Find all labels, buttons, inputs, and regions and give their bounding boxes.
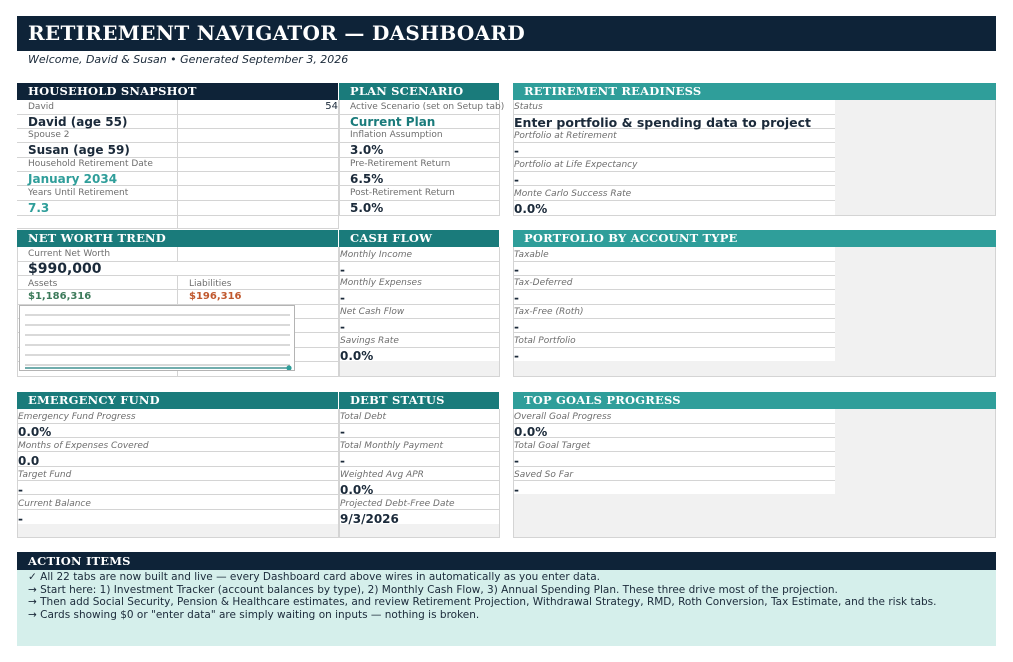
portfolio-at-retirement-value[interactable]: - xyxy=(514,144,519,158)
plan-scenario-header: PLAN SCENARIO xyxy=(339,83,499,100)
total-portfolio-value[interactable]: - xyxy=(514,349,519,363)
monthly-income-label: Monthly Income xyxy=(340,250,413,260)
grid-cell[interactable] xyxy=(835,247,996,262)
grid-cell[interactable] xyxy=(177,128,339,143)
grid-cell[interactable] xyxy=(674,361,836,377)
grid-cell[interactable] xyxy=(17,509,339,525)
saved-so-far-label: Saved So Far xyxy=(514,470,574,480)
total-goal-target-label: Total Goal Target xyxy=(514,441,591,451)
dashboard-title-bar xyxy=(17,16,996,51)
grid-cell[interactable] xyxy=(17,524,178,538)
grid-cell[interactable] xyxy=(513,494,675,510)
current-balance-label: Current Balance xyxy=(18,499,91,509)
total-debt-label: Total Debt xyxy=(340,412,387,422)
savings-rate-label: Savings Rate xyxy=(340,336,399,346)
grid-cell[interactable] xyxy=(513,171,836,186)
grid-cell[interactable] xyxy=(339,451,500,467)
grid-cell[interactable] xyxy=(513,423,836,438)
status-label: Status xyxy=(514,102,543,112)
grid-cell[interactable] xyxy=(835,171,996,186)
portfolio-at-life-expectancy-value[interactable]: - xyxy=(514,173,519,187)
net-worth-sparkline[interactable] xyxy=(19,305,295,371)
months-covered-label: Months of Expenses Covered xyxy=(18,441,149,451)
liabilities-value[interactable]: $196,316 xyxy=(189,291,242,302)
grid-cell[interactable] xyxy=(177,142,339,158)
monthly-payment-value[interactable]: - xyxy=(340,454,345,468)
pre-retirement-return-value[interactable]: 6.5% xyxy=(350,172,384,186)
assets-value[interactable]: $1,186,316 xyxy=(28,291,92,302)
grid-cell[interactable] xyxy=(835,100,996,115)
tax-free-roth-label: Tax-Free (Roth) xyxy=(514,307,584,317)
grid-cell[interactable] xyxy=(835,318,996,333)
target-fund-label: Target Fund xyxy=(18,470,72,480)
pre-retirement-return-label: Pre-Retirement Return xyxy=(350,159,451,169)
grid-cell[interactable] xyxy=(339,289,500,305)
page-title: RETIREMENT NAVIGATOR — DASHBOARD xyxy=(28,21,526,45)
grid-cell[interactable] xyxy=(339,318,500,333)
current-balance-value[interactable]: - xyxy=(18,512,23,526)
retirement-readiness-header: RETIREMENT READINESS xyxy=(513,83,996,100)
liabilities-label: Liabilities xyxy=(189,279,232,289)
grid-cell[interactable] xyxy=(177,215,339,229)
grid-cell[interactable] xyxy=(835,304,996,319)
grid-cell[interactable] xyxy=(513,524,675,538)
sparkline-end-point xyxy=(286,365,291,370)
net-cash-flow-value[interactable]: - xyxy=(340,320,345,334)
grid-cell[interactable] xyxy=(513,100,836,115)
grid-cell[interactable] xyxy=(835,347,996,362)
grid-cell[interactable] xyxy=(835,451,996,467)
person2-label: Spouse 2 xyxy=(28,130,70,140)
monthly-payment-label: Total Monthly Payment xyxy=(340,441,443,451)
debt-free-date-value[interactable]: 9/3/2026 xyxy=(340,512,399,526)
years-until-value[interactable]: 7.3 xyxy=(28,201,50,215)
post-retirement-return-label: Post-Retirement Return xyxy=(350,188,455,198)
grid-cell[interactable] xyxy=(835,437,996,452)
action-item: → Start here: 1) Investment Tracker (account balances by type), 2) Monthly Cash Flow, 3) Annual Spending Plan. These three drive most of the projection. xyxy=(28,583,838,596)
grid-cell[interactable] xyxy=(835,157,996,172)
grid-cell[interactable] xyxy=(513,200,836,216)
household-snapshot-header: HOUSEHOLD SNAPSHOT xyxy=(17,83,338,100)
grid-cell[interactable] xyxy=(835,509,996,525)
grid-cell[interactable] xyxy=(835,361,996,377)
grid-cell[interactable] xyxy=(17,215,178,229)
grid-cell[interactable] xyxy=(513,261,836,276)
portfolio-at-life-expectancy-label: Portfolio at Life Expectancy xyxy=(514,160,638,170)
monthly-expenses-label: Monthly Expenses xyxy=(340,278,422,288)
total-goal-target-value[interactable]: - xyxy=(514,454,519,468)
months-covered-value[interactable]: 0.0 xyxy=(18,454,40,468)
top-goals-header: TOP GOALS PROGRESS xyxy=(513,392,996,409)
grid-cell[interactable] xyxy=(177,200,339,216)
saved-so-far-value[interactable]: - xyxy=(514,483,519,497)
overall-goal-progress-value[interactable]: 0.0% xyxy=(514,425,548,439)
grid-cell[interactable] xyxy=(835,423,996,438)
active-scenario-value[interactable]: Current Plan xyxy=(350,115,436,129)
emergency-progress-value[interactable]: 0.0% xyxy=(18,425,52,439)
grid-cell[interactable] xyxy=(513,509,675,525)
action-item: → Then add Social Security, Pension & Healthcare estimates, and review Retirement Projection, Withdrawal Strategy, RMD, Roth Conversion, Tax Estimate, and the risk tabs. xyxy=(28,596,937,608)
grid-cell[interactable] xyxy=(835,289,996,305)
grid-cell[interactable] xyxy=(17,480,339,495)
years-until-label: Years Until Retirement xyxy=(28,188,129,198)
active-scenario-label: Active Scenario (set on Setup tab) xyxy=(350,102,505,112)
grid-cell[interactable] xyxy=(177,247,339,262)
grid-cell[interactable] xyxy=(177,185,339,201)
tax-deferred-value[interactable]: - xyxy=(514,291,519,305)
grid-cell[interactable] xyxy=(513,318,836,333)
assets-label: Assets xyxy=(28,279,58,289)
grid-cell[interactable] xyxy=(513,361,675,377)
taxable-value[interactable]: - xyxy=(514,263,519,277)
grid-cell[interactable] xyxy=(835,480,996,495)
current-net-worth-label: Current Net Worth xyxy=(28,249,111,259)
welcome-subtitle: Welcome, David & Susan • Generated September 3, 2026 xyxy=(28,53,349,66)
monthly-expenses-value[interactable]: - xyxy=(340,291,345,305)
debt-status-header: DEBT STATUS xyxy=(339,392,499,409)
grid-cell[interactable] xyxy=(674,494,836,510)
action-item: ✓ All 22 tabs are now built and live — every Dashboard card above wires in automatically as you enter data. xyxy=(28,571,600,583)
net-worth-trend-header: NET WORTH TREND xyxy=(17,230,338,247)
person1-value[interactable]: David (age 55) xyxy=(28,115,128,129)
portfolio-by-account-header: PORTFOLIO BY ACCOUNT TYPE xyxy=(513,230,996,247)
overall-goal-progress-label: Overall Goal Progress xyxy=(514,412,612,422)
grid-cell[interactable] xyxy=(674,524,836,538)
grid-cell[interactable] xyxy=(177,114,339,129)
grid-cell[interactable] xyxy=(513,289,836,305)
grid-cell[interactable] xyxy=(835,409,996,424)
grid-cell[interactable] xyxy=(674,509,836,525)
sparkline-svg xyxy=(20,306,294,370)
emergency-fund-header: EMERGENCY FUND xyxy=(17,392,338,409)
grid-cell[interactable] xyxy=(513,247,836,262)
retirement-date-label: Household Retirement Date xyxy=(28,159,153,169)
grid-cell[interactable] xyxy=(835,524,996,538)
grid-cell[interactable] xyxy=(177,524,339,538)
grid-cell[interactable] xyxy=(177,157,339,172)
monte-carlo-value[interactable]: 0.0% xyxy=(514,202,548,216)
monte-carlo-label: Monte Carlo Success Rate xyxy=(514,189,632,199)
total-portfolio-label: Total Portfolio xyxy=(514,336,576,346)
grid-cell[interactable] xyxy=(835,114,996,129)
savings-rate-value[interactable]: 0.0% xyxy=(340,349,374,363)
grid-cell[interactable] xyxy=(835,275,996,290)
grid-cell[interactable] xyxy=(835,185,996,201)
tax-deferred-label: Tax-Deferred xyxy=(514,278,573,288)
grid-cell[interactable] xyxy=(339,361,500,377)
grid-cell[interactable] xyxy=(835,466,996,481)
grid-cell[interactable] xyxy=(339,423,500,438)
inflation-label: Inflation Assumption xyxy=(350,130,443,140)
grid-cell[interactable] xyxy=(339,261,500,276)
grid-cell[interactable] xyxy=(835,332,996,348)
grid-cell[interactable] xyxy=(339,524,500,538)
status-value[interactable]: Enter portfolio & spending data to project xyxy=(514,115,811,130)
weighted-apr-value[interactable]: 0.0% xyxy=(340,483,374,497)
person1-label: David xyxy=(28,102,54,112)
debt-free-date-label: Projected Debt-Free Date xyxy=(340,499,455,509)
grid-cell[interactable] xyxy=(17,423,339,438)
inflation-value[interactable]: 3.0% xyxy=(350,143,384,157)
person1-number[interactable]: 54 xyxy=(325,101,338,112)
weighted-apr-label: Weighted Avg APR xyxy=(340,470,424,480)
portfolio-at-retirement-label: Portfolio at Retirement xyxy=(514,131,617,141)
person2-value[interactable]: Susan (age 59) xyxy=(28,143,130,157)
current-net-worth-value[interactable]: $990,000 xyxy=(28,261,102,277)
grid-cell[interactable] xyxy=(17,451,339,467)
total-debt-value[interactable]: - xyxy=(340,425,345,439)
grid-cell[interactable] xyxy=(513,480,836,495)
monthly-income-value[interactable]: - xyxy=(340,263,345,277)
grid-cell[interactable] xyxy=(513,347,836,362)
target-fund-value[interactable]: - xyxy=(18,483,23,497)
grid-cell[interactable] xyxy=(835,128,996,143)
grid-cell[interactable] xyxy=(177,171,339,186)
grid-cell[interactable] xyxy=(835,261,996,276)
tax-free-roth-value[interactable]: - xyxy=(514,320,519,334)
grid-cell[interactable] xyxy=(513,142,836,158)
cash-flow-header: CASH FLOW xyxy=(339,230,499,247)
grid-cell[interactable] xyxy=(835,142,996,158)
action-item: → Cards showing $0 or "enter data" are simply waiting on inputs — nothing is broken. xyxy=(28,608,480,621)
grid-cell[interactable] xyxy=(835,494,996,510)
action-items-header: ACTION ITEMS xyxy=(17,552,996,570)
retirement-date-value[interactable]: January 2034 xyxy=(28,172,118,186)
grid-cell[interactable] xyxy=(835,200,996,216)
action-items-panel xyxy=(17,570,996,646)
grid-cell[interactable] xyxy=(513,451,836,467)
post-retirement-return-value[interactable]: 5.0% xyxy=(350,201,384,215)
emergency-progress-label: Emergency Fund Progress xyxy=(18,412,136,422)
net-cash-flow-label: Net Cash Flow xyxy=(340,307,405,317)
taxable-label: Taxable xyxy=(514,250,549,260)
